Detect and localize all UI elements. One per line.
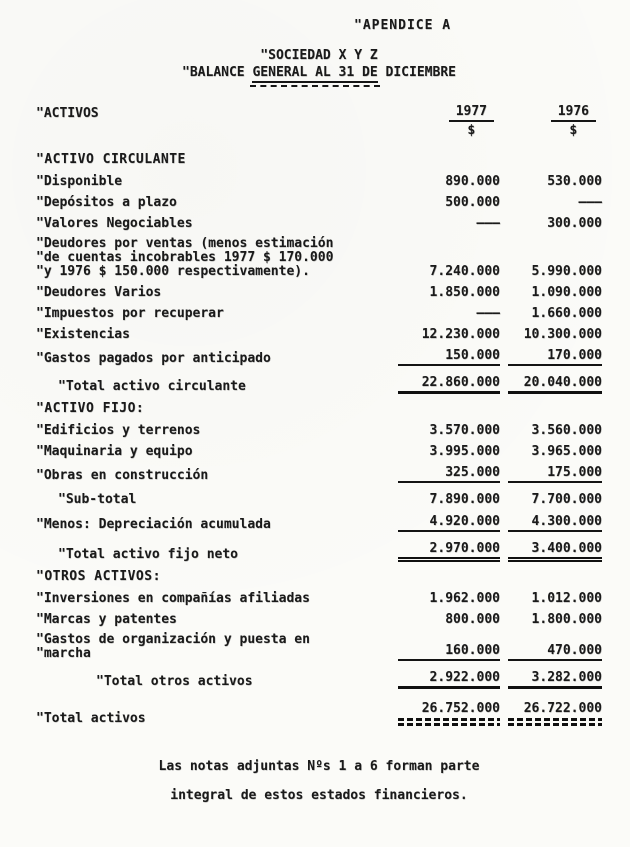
- row-label-line: "Deudores por ventas (menos estimación: [36, 236, 334, 251]
- currency-1977: $: [467, 123, 476, 138]
- value-1976: 4.300.000: [508, 514, 602, 532]
- row-label: "Deudores Varios: [36, 285, 162, 300]
- row-label: "Existencias: [36, 327, 130, 342]
- row-label: [36, 237, 398, 279]
- row-total-activos: [36, 701, 602, 726]
- company-name: "SOCIEDAD X Y Z: [260, 48, 378, 63]
- row-label-line: "y 1976 $ 150.000 respectivamente).: [36, 264, 310, 279]
- balance-rows: [36, 152, 602, 726]
- value-1977: 800.000: [445, 612, 500, 627]
- activos-heading: "ACTIVOS: [36, 106, 99, 121]
- row-label: "Edificios y terrenos: [36, 423, 201, 438]
- row-label: "Total otros activos: [96, 674, 253, 689]
- column-1976: [508, 104, 602, 138]
- value-1976: 530.000: [547, 174, 602, 189]
- value-1977: 325.000: [398, 465, 500, 483]
- column-header-row: [36, 104, 602, 138]
- value-1977: 2.970.000: [398, 541, 500, 562]
- value-1977: 500.000: [445, 195, 500, 210]
- row-label: "Depósitos a plazo: [36, 195, 177, 210]
- statement-title: [36, 65, 602, 80]
- value-1976: 3.400.000: [508, 541, 602, 562]
- value-1976: 7.700.000: [531, 492, 602, 507]
- section-activo-fijo: [36, 401, 602, 416]
- row-sub-total: [36, 492, 602, 507]
- row-obras-en-construccion: [36, 465, 602, 483]
- section-heading: "OTROS ACTIVOS:: [36, 569, 161, 584]
- row-depositos-a-plazo: [36, 195, 602, 210]
- year-1977-stack: [449, 104, 494, 138]
- value-1976: 1.800.000: [531, 612, 602, 627]
- section-heading: "ACTIVO CIRCULANTE: [36, 152, 186, 167]
- row-label: "Total activo circulante: [58, 379, 246, 394]
- row-gastos-organizacion: [36, 633, 602, 661]
- value-1977: 7.890.000: [429, 492, 500, 507]
- value-1976: 470.000: [508, 643, 602, 661]
- notes-footer-line1: Las notas adjuntas Nºs 1 a 6 forman parte: [158, 759, 480, 774]
- row-inversiones-companias-afiliadas: [36, 591, 602, 606]
- value-1976: 1.012.000: [531, 591, 602, 606]
- value-1977: 1.850.000: [429, 285, 500, 300]
- value-1977: 890.000: [445, 174, 500, 189]
- row-label: "Gastos pagados por anticipado: [36, 351, 271, 366]
- row-total-otros-activos: [36, 670, 602, 689]
- value-1977: 1.962.000: [429, 591, 500, 606]
- row-label-line: "marcha: [36, 646, 91, 661]
- value-1977: ———: [476, 306, 500, 321]
- row-disponible: [36, 174, 602, 189]
- year-1977-label: 1977: [449, 104, 494, 122]
- row-deudores-varios: [36, 285, 602, 300]
- row-label: "Disponible: [36, 174, 123, 189]
- row-total-activo-circulante: [36, 375, 602, 394]
- row-marcas-y-patentes: [36, 612, 602, 627]
- value-1977: 22.860.000: [398, 375, 500, 394]
- value-1977: 2.922.000: [398, 670, 500, 689]
- value-1976: 3.560.000: [531, 423, 602, 438]
- value-1976: 3.282.000: [508, 670, 602, 689]
- row-depreciacion-acumulada: [36, 514, 602, 532]
- value-1977: 7.240.000: [429, 264, 500, 279]
- value-1977: 26.752.000: [398, 701, 500, 726]
- row-label: [36, 633, 398, 661]
- statement-title-suffix: DICIEMBRE: [377, 65, 456, 80]
- section-activo-circulante: [36, 152, 602, 167]
- row-total-activo-fijo-neto: [36, 541, 602, 562]
- row-label: "Marcas y patentes: [36, 612, 177, 627]
- year-1976-label: 1976: [551, 104, 596, 122]
- row-deudores-por-ventas: [36, 237, 602, 279]
- value-1976: ———: [578, 195, 602, 210]
- row-label: "Menos: Depreciación acumulada: [36, 517, 271, 532]
- row-gastos-pagados-por-anticipado: [36, 348, 602, 366]
- value-1976: 5.990.000: [531, 264, 602, 279]
- row-valores-negociables: [36, 216, 602, 231]
- row-label: "Total activo fijo neto: [58, 547, 239, 562]
- value-1977: 4.920.000: [398, 514, 500, 532]
- notes-footer-line2: integral de estos estados financieros.: [170, 788, 468, 803]
- value-1976: 170.000: [508, 348, 602, 366]
- row-label: "Inversiones en compañías afiliadas: [36, 591, 310, 606]
- value-1977: 3.570.000: [429, 423, 500, 438]
- value-1976: 20.040.000: [508, 375, 602, 394]
- row-label-line: "de cuentas incobrables 1977 $ 170.000: [36, 250, 334, 265]
- row-label: "Valores Negociables: [36, 216, 193, 231]
- value-1977: ———: [476, 216, 500, 231]
- column-1977: [398, 104, 500, 138]
- value-1976: 300.000: [547, 216, 602, 231]
- row-label: "Obras en construcción: [36, 468, 209, 483]
- row-label: "Maquinaria y equipo: [36, 444, 193, 459]
- value-1976: 1.090.000: [531, 285, 602, 300]
- row-label: "Impuestos por recuperar: [36, 306, 224, 321]
- value-1976: 1.660.000: [531, 306, 602, 321]
- year-1976-stack: [551, 104, 596, 138]
- value-1977: 160.000: [398, 643, 500, 661]
- statement-title-underlined: GENERAL AL 31 DE: [252, 65, 377, 83]
- section-otros-activos: [36, 569, 602, 584]
- currency-1976: $: [569, 123, 578, 138]
- value-1976: 26.722.000: [508, 701, 602, 726]
- value-1976: 10.300.000: [523, 327, 602, 342]
- row-label: "Total activos: [36, 711, 146, 726]
- row-edificios-y-terrenos: [36, 423, 602, 438]
- value-1976: 175.000: [508, 465, 602, 483]
- row-impuestos-por-recuperar: [36, 306, 602, 321]
- notes-footer: [36, 752, 602, 810]
- value-1977: 3.995.000: [429, 444, 500, 459]
- value-1977: 12.230.000: [421, 327, 500, 342]
- section-heading: "ACTIVO FIJO:: [36, 401, 145, 416]
- row-label-line: "Gastos de organización y puesta en: [36, 632, 310, 647]
- row-maquinaria-y-equipo: [36, 444, 602, 459]
- row-existencias: [36, 327, 602, 342]
- statement-title-prefix: "BALANCE: [182, 65, 253, 80]
- row-label: "Sub-total: [58, 492, 137, 507]
- value-1977: 150.000: [398, 348, 500, 366]
- appendix-heading: "APENDICE A: [354, 18, 452, 33]
- value-1976: 3.965.000: [531, 444, 602, 459]
